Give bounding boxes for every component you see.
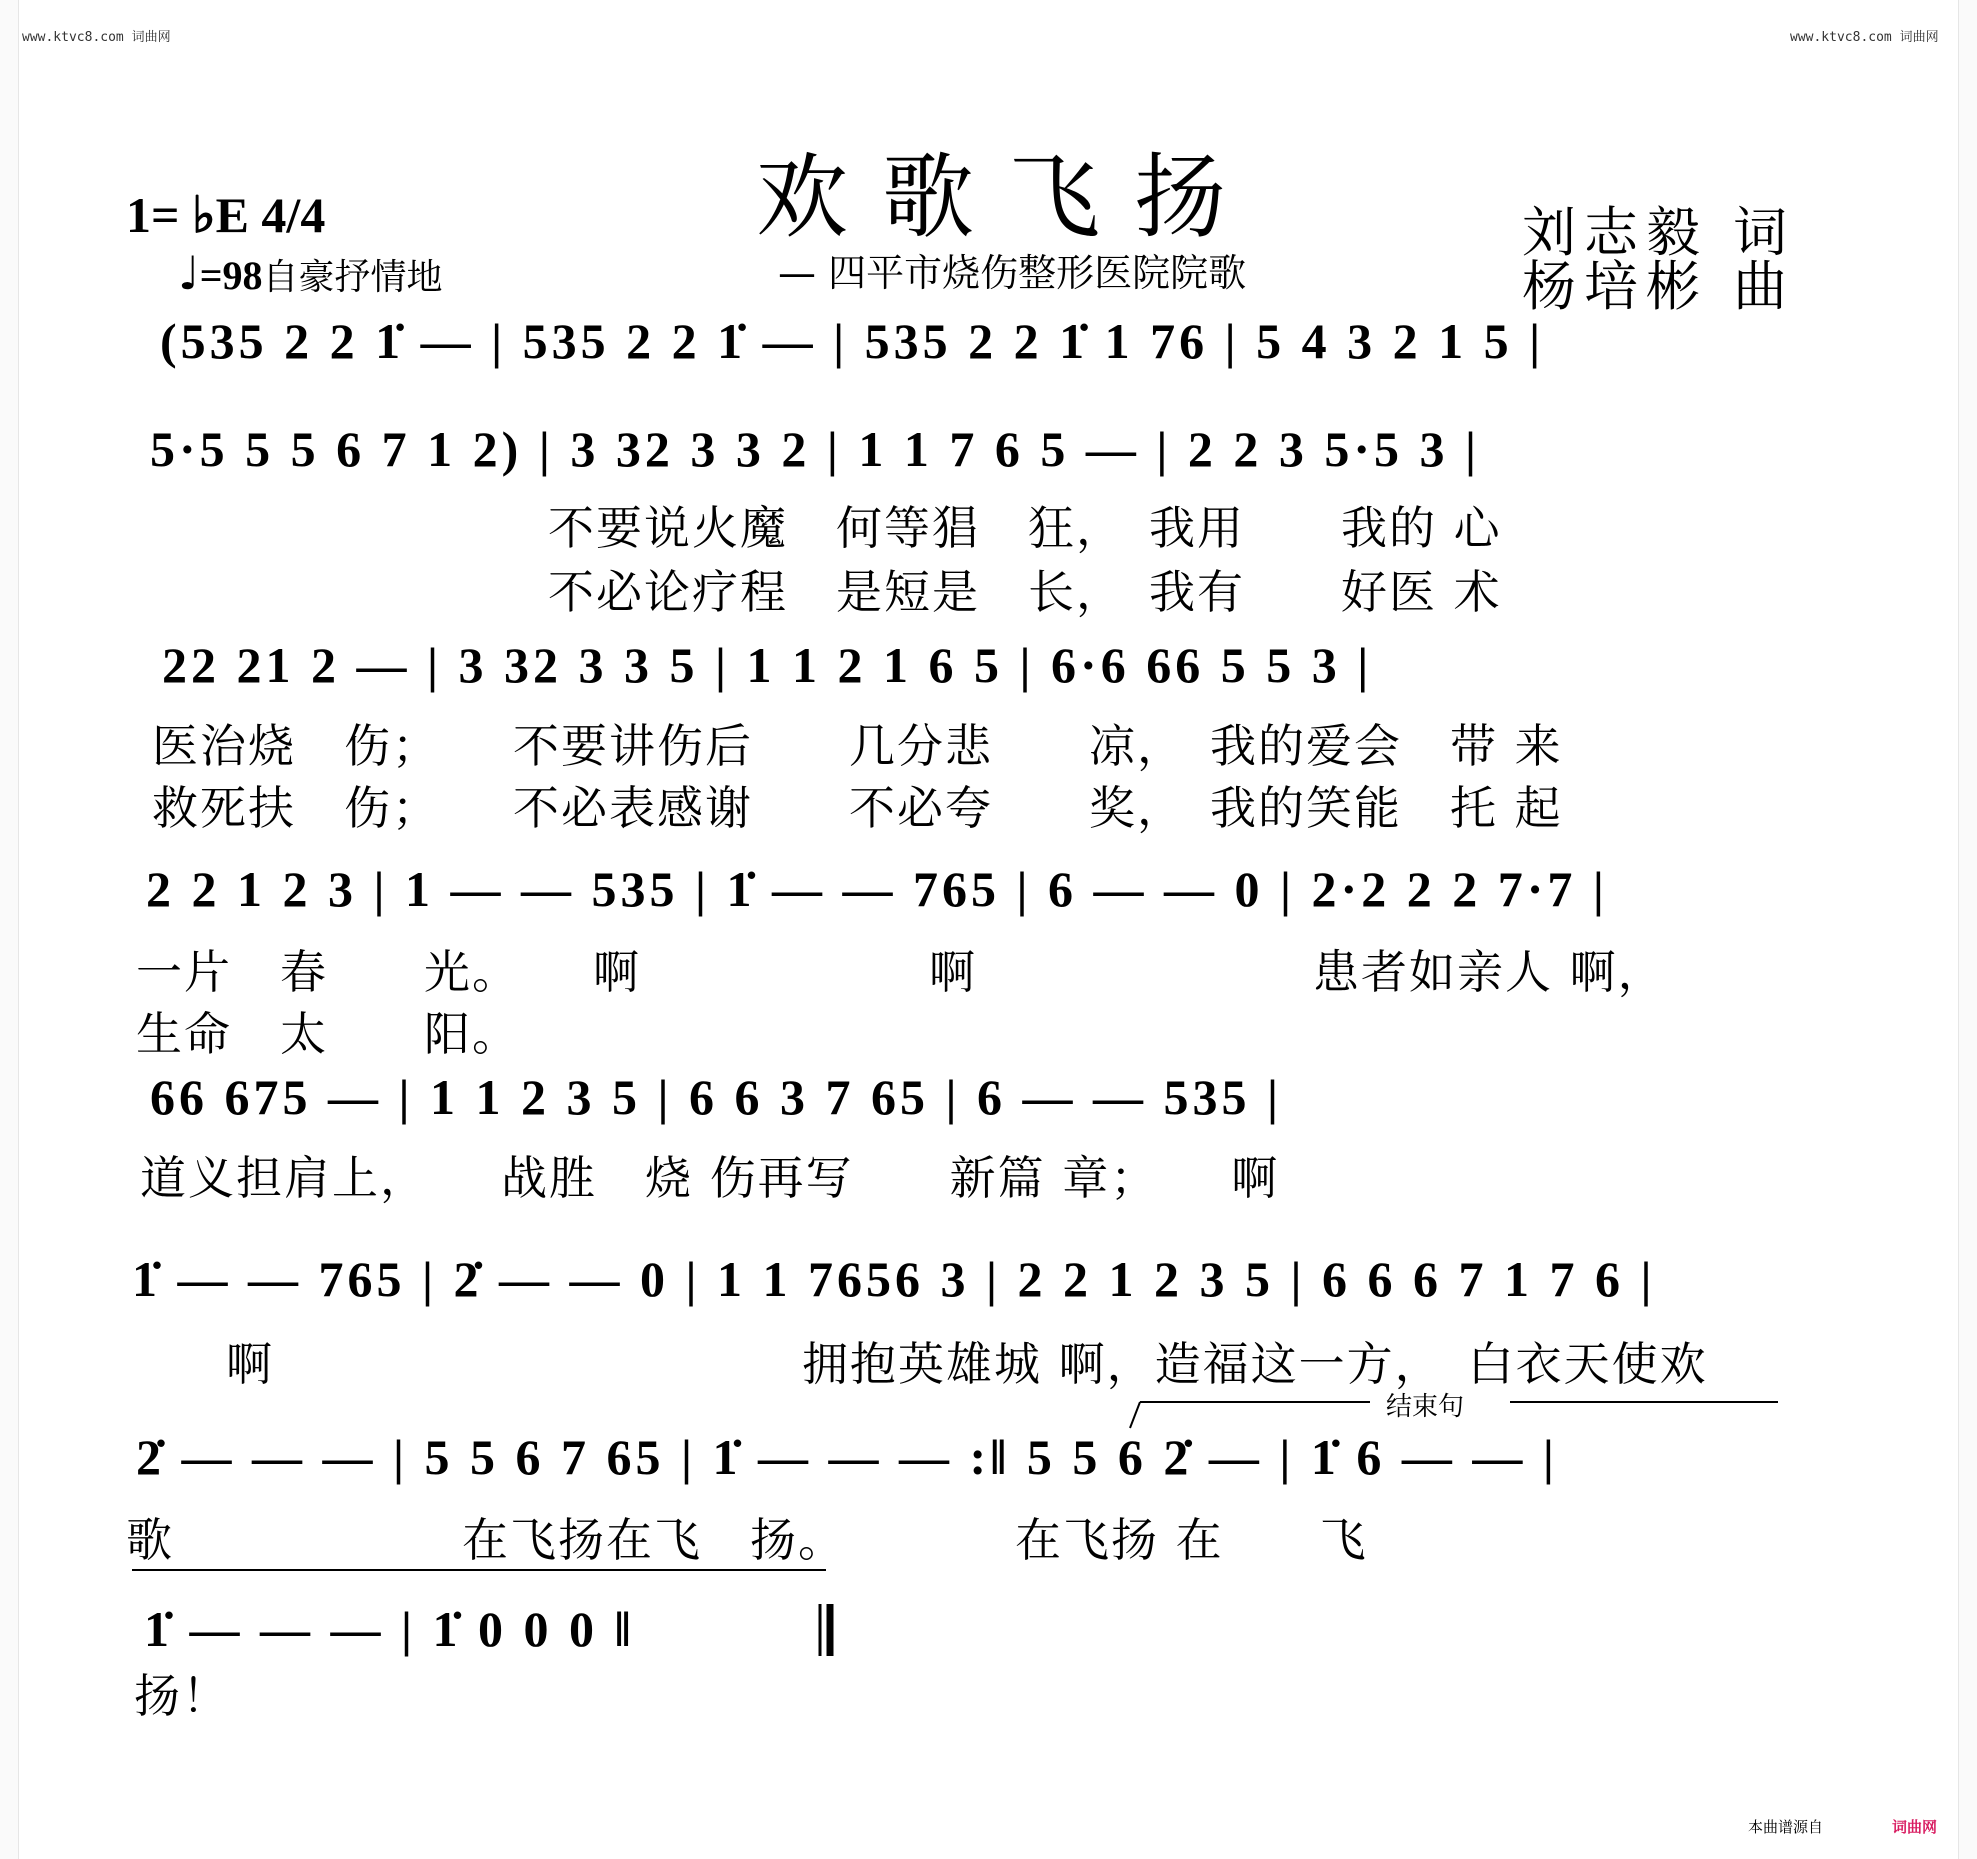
- score-row-6-lyrics: 啊 拥抱英雄城 啊，造福这一方， 白衣天使欢: [130, 1337, 1708, 1391]
- left-page-edge: [0, 0, 19, 1859]
- ending-bracket-hook: [1130, 1402, 1140, 1428]
- score-row-7-lyrics: 歌 在飞扬在飞 扬。 在飞扬 在 飞: [126, 1513, 1368, 1567]
- ending-label: 结束句: [1386, 1392, 1465, 1422]
- score-row-8-lyrics: 扬！: [134, 1669, 230, 1723]
- footer-site-link[interactable]: 词曲网: [1892, 1818, 1938, 1836]
- score-row-2-notes: 5·5 5 5 6 7 1 2) | 3 32 3 3 2 | 1 1 7 6 5 — | 2 2 3 5·5 3 |: [150, 421, 1481, 477]
- lyricist-credit: 刘志毅 词: [1522, 201, 1796, 264]
- composer-credit: 杨培彬 曲: [1522, 255, 1796, 318]
- right-page-edge: [1958, 0, 1977, 1859]
- score-row-3-lyrics-verse-1: 医治烧 伤； 不要讲伤后 几分悲 凉， 我的爱会 带 来: [152, 719, 1563, 773]
- score-row-1-notes: (535 2 2 1̇ — | 535 2 2 1̇ — | 535 2 2 1̇ 1 76 | 5 4 3 2 1 5 |: [160, 313, 1545, 369]
- score-row-8-notes: 1̇ — — — | 1̇ 0 0 0 ‖: [144, 1601, 635, 1657]
- score-row-2-lyrics-verse-2: 不必论疗程 是短是 长， 我有 好医 术: [548, 565, 1502, 619]
- song-subtitle: — 四平市烧伤整形医院院歌: [778, 251, 1247, 295]
- score-row-2-lyrics-verse-1: 不要说火魔 何等猖 狂， 我用 我的 心: [548, 501, 1502, 555]
- score-row-4-lyrics-verse-1: 一片 春 光。 啊 啊 患者如亲人 啊，: [136, 945, 1666, 999]
- song-title: 欢歌飞扬: [756, 144, 1261, 251]
- watermark-right: www.ktvc8.com 词曲网: [1790, 30, 1939, 45]
- score-row-4-notes: 2 2 1 2 3 | 1 — — 535 | 1̇ — — 765 | 6 — — 0 | 2·2 2 2 7·7 |: [146, 861, 1608, 917]
- score-row-4-lyrics-verse-2: 生命 太 阳。: [136, 1007, 520, 1061]
- score-row-5-lyrics: 道义担肩上， 战胜 烧 伤再写 新篇 章； 啊: [140, 1151, 1280, 1205]
- score-row-7-notes: 2̇ — — — | 5 5 6 7 65 | 1̇ — — — :‖ 5 5 6 2̇ — | 1̇ 6 — — |: [136, 1429, 1558, 1485]
- score-row-6-notes: 1̇ — — 765 | 2̇ — — 0 | 1 1 7656 3 | 2 2 1 2 3 5 | 6 6 6 7 1 7 6 |: [132, 1251, 1656, 1307]
- watermark-left: www.ktvc8.com 词曲网: [22, 30, 171, 45]
- tempo-marking: ♩=98自豪抒情地: [178, 246, 443, 300]
- score-row-3-lyrics-verse-2: 救死扶 伤； 不必表感谢 不必夸 奖， 我的笑能 托 起: [152, 781, 1563, 835]
- key-signature: 1= ♭E 4/4: [126, 187, 326, 243]
- score-row-5-notes: 66 675 — | 1 1 2 3 5 | 6 6 3 7 65 | 6 — — 535 |: [150, 1069, 1283, 1125]
- score-row-3-notes: 22 21 2 — | 3 32 3 3 5 | 1 1 2 1 6 5 | 6·6 66 5 5 3 |: [162, 637, 1373, 693]
- quarter-note-icon: ♩: [178, 246, 200, 300]
- footer-source-text: 本曲谱源自: [1748, 1818, 1824, 1836]
